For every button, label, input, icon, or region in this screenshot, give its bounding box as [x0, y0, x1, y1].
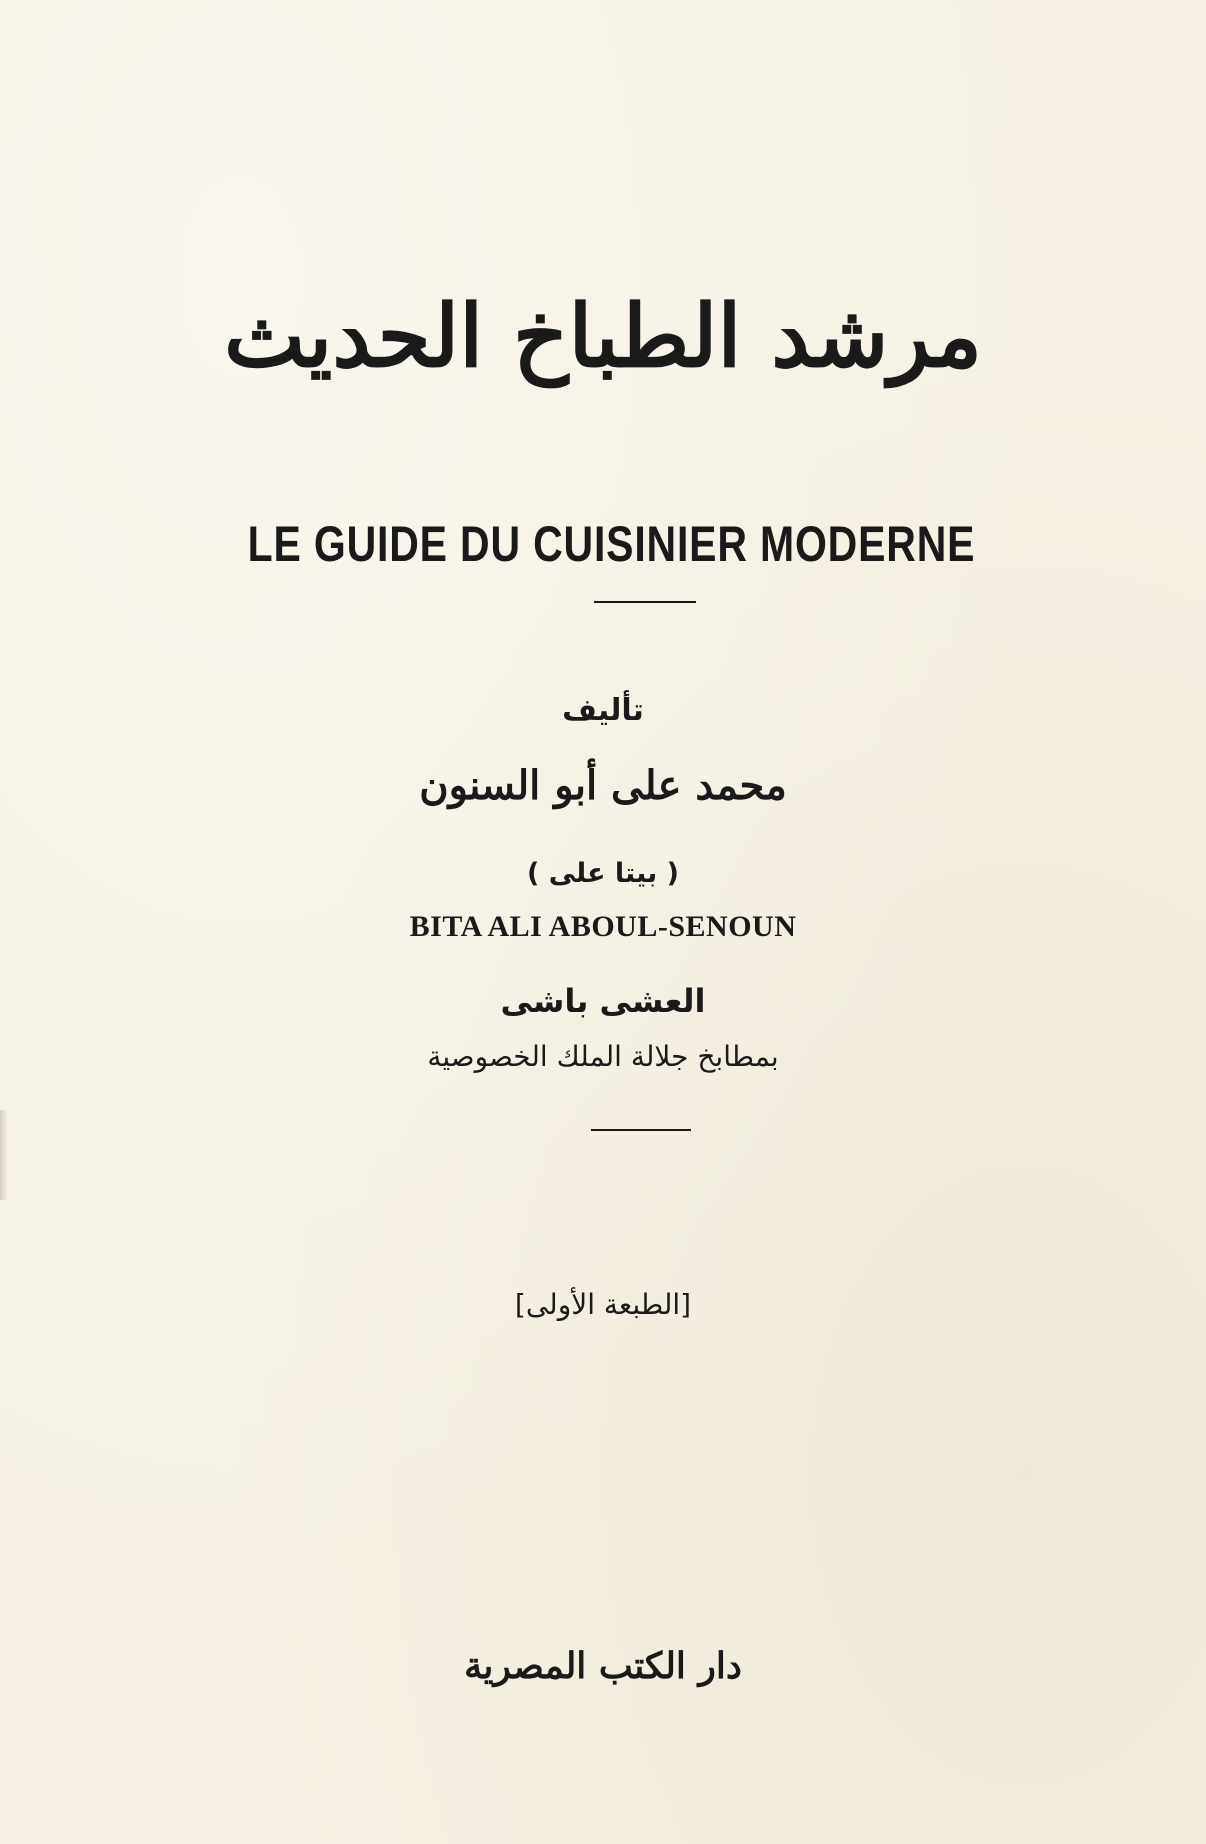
- publisher-name: دار الكتب المصرية: [464, 1645, 742, 1687]
- title-french: LE GUIDE DU CUISINIER MODERNE: [247, 516, 976, 572]
- author-role-detail-arabic: بمطابخ جلالة الملك الخصوصية: [427, 1040, 779, 1073]
- page-edge-shadow: [0, 1110, 8, 1200]
- author-name-arabic: محمد على أبو السنون: [419, 762, 787, 809]
- author-nickname-arabic: ( بيتا على ): [527, 858, 679, 889]
- author-role-arabic: العشى باشى: [500, 982, 706, 1020]
- title-arabic: مرشد الطباخ الحديث: [223, 286, 983, 387]
- divider-bottom: [591, 1129, 691, 1131]
- divider-top: [594, 601, 696, 603]
- edition-label: [الطبعة الأولى]: [514, 1288, 692, 1321]
- author-name-latin: BITA ALI ABOUL-SENOUN: [409, 910, 797, 943]
- authorship-label: تأليف: [562, 693, 644, 728]
